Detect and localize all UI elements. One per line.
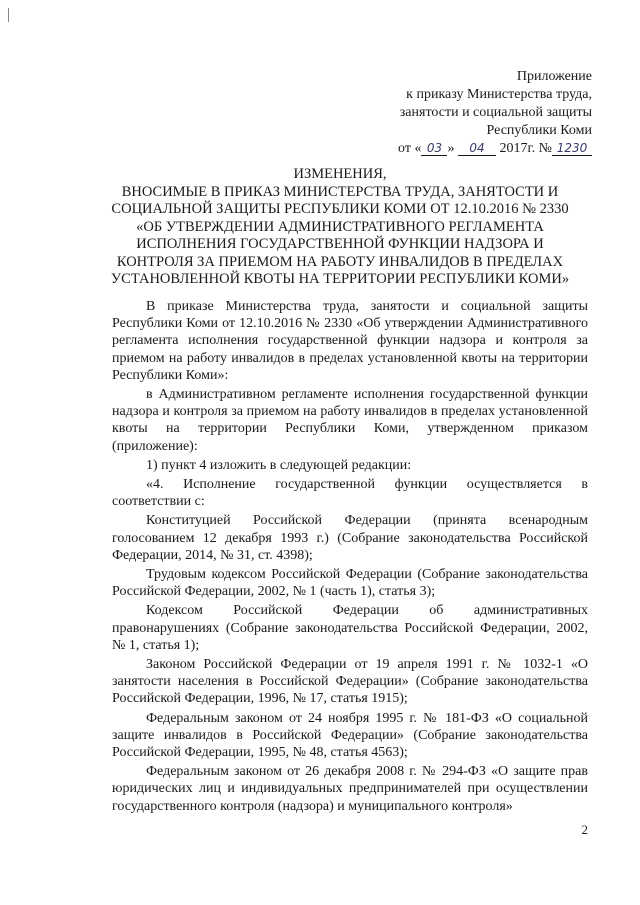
title-line-1: ИЗМЕНЕНИЯ, [293,166,387,182]
body-paragraph-5: Конституцией Российской Федерации (принята всенародным голосованием 12 декабря 1993 г.) (Собрание законодательства Российской Федерации, 2014, № 31, ст. 4398); [112,513,588,563]
title-line-5: ИСПОЛНЕНИЯ ГОСУДАРСТВЕННОЙ ФУНКЦИИ НАДЗОРА И [136,236,544,252]
order-number-handwritten: 1230 [552,141,592,156]
body-paragraph-10: Федеральным законом от 26 декабря 2008 г. № 294-ФЗ «О защите прав юридических лиц и индивидуальных предпринимателей при осуществлении государственного контроля (надзора) и муниципального контроля» [112,764,588,814]
appendix-ministry: занятости и социальной защиты [399,105,592,120]
document-body [112,298,588,817]
body-paragraph-8: Законом Российской Федерации от 19 апреля 1991 г. № 1032-1 «О занятости населения в Российской Федерации» (Собрание законодательства Российской Федерации, 1996, № 17, статья 1915); [112,657,588,707]
appendix-order-ref: к приказу Министерства труда, [406,87,592,102]
page-number: 2 [581,822,588,837]
date-prefix: от « [398,141,422,156]
document-title [100,166,580,289]
title-line-3: СОЦИАЛЬНОЙ ЗАЩИТЫ РЕСПУБЛИКИ КОМИ ОТ 12.10.2016 № 2330 [111,201,569,217]
number-prefix: № [538,141,552,156]
date-month-handwritten: 04 [458,141,496,156]
appendix-header [352,68,592,158]
date-mid: » [447,141,455,156]
body-paragraph-3: 1) пункт 4 изложить в следующей редакции: [146,457,412,473]
title-line-6: КОНТРОЛЯ ЗА ПРИЕМОМ НА РАБОТУ ИНВАЛИДОВ В ПРЕДЕЛАХ [116,253,564,270]
scan-margin-mark [8,8,9,22]
body-paragraph-1: В приказе Министерства труда, занятости и социальной защиты Республики Коми от 12.10.2016 № 2330 «Об утверждении Административного регламента исполнения государственной функции надзора и контроля за приемом на работу инвалидов в пределах установленной квоты на территории Республики Коми»: [112,299,588,383]
date-day-handwritten: 03 [421,141,447,156]
title-line-2: ВНОСИМЫЕ В ПРИКАЗ МИНИСТЕРСТВА ТРУДА, ЗАНЯТОСТИ И [121,183,559,200]
appendix-republic: Республики Коми [486,123,592,138]
body-paragraph-4: «4. Исполнение государственной функции осуществляется в соответствии с: [112,477,588,510]
body-paragraph-2: в Административном регламенте исполнения государственной функции надзора и контроля за приемом на работу инвалидов в пределах установленной квоты на территории Республики Коми, утвержденном приказом (приложение): [112,387,588,454]
date-year: 2017г. [499,141,536,156]
body-paragraph-9: Федеральным законом от 24 ноября 1995 г. № 181-ФЗ «О социальной защите инвалидов в Российской Федерации» (Собрание законодательства Российской Федерации, 1995, № 48, статья 4563); [112,710,588,761]
appendix-label: Приложение [516,69,592,84]
body-paragraph-7: Кодексом Российской Федерации об административных правонарушениях (Собрание законодательства Российской Федерации, 2002, № 1, статья 1); [112,603,588,653]
title-line-4: «ОБ УТВЕРЖДЕНИИ АДМИНИСТРАТИВНОГО РЕГЛАМЕНТА [136,218,544,235]
title-line-7: УСТАНОВЛЕННОЙ КВОТЫ НА ТЕРРИТОРИИ РЕСПУБЛИКИ КОМИ» [110,271,570,287]
order-date-line [352,140,592,158]
body-paragraph-6: Трудовым кодексом Российской Федерации (Собрание законодательства Российской Федерации, 2002, № 1 (часть 1), статья 3); [112,567,588,600]
